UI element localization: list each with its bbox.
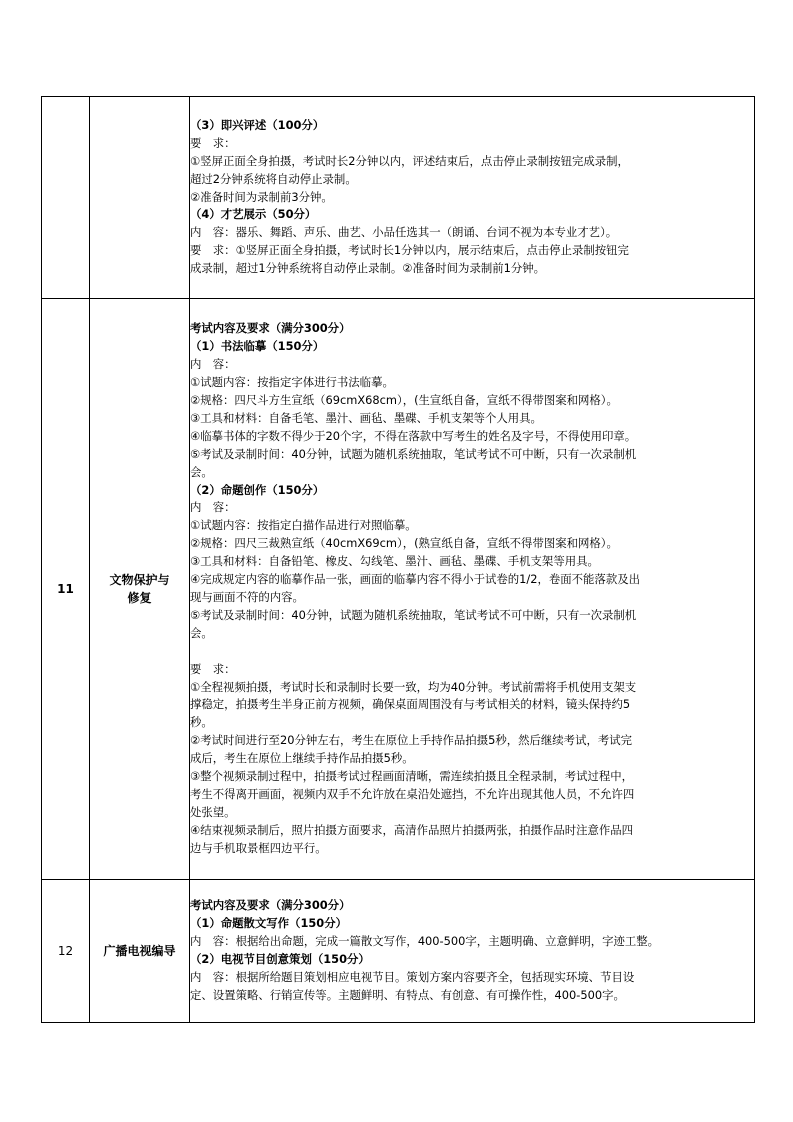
row-number-cell (42, 97, 90, 299)
section-heading: （4）才艺展示（50分） (190, 207, 317, 222)
requirement-line: 要 求：①竖屏正面全身拍摄，考试时长1分钟以内，展示结束后，点击停止录制按钮完 (190, 243, 629, 258)
major-name-cell (90, 880, 190, 1023)
section-heading: （1）书法临摹（150分） (190, 339, 325, 354)
requirement-line: 考生不得离开画面，视频内双手不允许放在桌沿处遮挡，不允许出现其他人员，不允许四 (190, 786, 635, 801)
requirement-line: 内 容：根据给出命题，完成一篇散文写作，400-500字，主题明确、立意鲜明，字迹工整。 (190, 934, 660, 949)
requirement-line: ②考试时间进行至20分钟左右，考生在原位上手持作品拍摄5秒，然后继续考试，考试完 (190, 733, 633, 748)
row-number-cell: 11 (42, 299, 90, 880)
requirement-line: ①全程视频拍摄，考试时长和录制时长要一致，均为40分钟。考试前需将手机使用支架支 (190, 679, 637, 694)
requirement-line: 要 求： (190, 661, 236, 676)
requirement-line: 撑稳定，拍摄考生半身正前方视频，确保桌面周围没有与考试相关的材料，镜头保持约5 (190, 697, 631, 712)
requirement-line: ①试题内容：按指定字体进行书法临摹。 (190, 375, 394, 390)
requirements-cell (190, 880, 755, 1023)
section-heading: 考试内容及要求（满分300分） (190, 898, 351, 913)
section-heading: （3）即兴评述（100分） (190, 117, 325, 132)
requirement-line: 成录制，超过1分钟系统将自动停止录制。②准备时间为录制前1分钟。 (190, 261, 546, 276)
row-number-cell: 12 (42, 880, 90, 1023)
requirement-line: ⑤考试及录制时间：40分钟，试题为随机系统抽取，笔试考试不可中断，只有一次录制机 (190, 446, 637, 461)
requirement-line: 超过2分钟系统将自动停止录制。 (190, 171, 357, 186)
table-row (42, 299, 755, 880)
requirement-line: ④临摹书体的字数不得少于20个字，不得在落款中写考生的姓名及字号，不得使用印章。 (190, 428, 637, 443)
requirement-line: 秒。 (190, 715, 213, 730)
major-name: 修复 (127, 591, 152, 605)
requirements-cell (190, 97, 755, 299)
section-heading: （2）电视节目创意策划（150分） (190, 952, 370, 966)
requirement-line: 内 容： (190, 357, 236, 372)
requirement-line: 现与画面不符的内容。 (190, 590, 304, 604)
requirements-cell (190, 299, 755, 880)
requirement-line: ②规格：四尺斗方生宣纸（69cmX68cm），(生宣纸自备，宣纸不得带图案和网格）。 (190, 393, 618, 408)
section-heading: （1）命题散文写作（150分） (190, 916, 347, 931)
requirement-line: ②准备时间为录制前3分钟。 (190, 189, 333, 204)
requirement-line: 边与手机取景框四边平行。 (190, 840, 327, 855)
requirement-line: 会。 (190, 625, 213, 640)
requirement-line: ①试题内容：按指定白描作品进行对照临摹。 (190, 518, 417, 533)
requirement-line: 要 求： (190, 135, 236, 150)
major-name-cell (90, 299, 190, 880)
requirement-line: ③工具和材料：自备铅笔、橡皮、勾线笔、墨汁、画毡、墨碟、手机支架等用具。 (190, 554, 599, 569)
blank-line (190, 643, 754, 661)
major-name: 文物保护与 (109, 573, 170, 587)
requirement-line: ④结束视频录制后，照片拍摄方面要求，高清作品照片拍摄两张，拍摄作品时注意作品四 (190, 822, 634, 837)
requirement-line: ①竖屏正面全身拍摄，考试时长2分钟以内，评述结束后，点击停止录制按钮完成录制， (190, 153, 629, 168)
requirement-line: 处张望。 (190, 804, 236, 819)
major-name-cell (90, 97, 190, 299)
exam-requirements-table (41, 96, 755, 1023)
section-heading: 考试内容及要求（满分300分） (190, 321, 351, 336)
requirement-line: 成后，考生在原位上继续手持作品拍摄5秒。 (190, 751, 414, 766)
section-heading: （2）命题创作（150分） (190, 482, 325, 497)
requirement-line: 定、设置策略、行销宣传等。主题鲜明、有特点、有创意、有可操作性，400-500字。 (190, 987, 625, 1002)
requirement-line: 会。 (190, 464, 213, 479)
requirement-line: 内 容：器乐、舞蹈、声乐、曲艺、小品任选其一（朗诵、台词不视为本专业才艺）。 (190, 225, 618, 240)
major-name: 广播电视编导 (103, 944, 176, 958)
requirement-line: 内 容：根据所给题目策划相应电视节目。策划方案内容要齐全，包括现实环境、节目设 (190, 969, 635, 984)
requirement-line: ④完成规定内容的临摹作品一张，画面的临摹内容不得小于试卷的1/2，卷面不能落款及出 (190, 572, 640, 587)
requirement-line: ③工具和材料：自备毛笔、墨汁、画毡、墨碟、手机支架等个人用具。 (190, 410, 542, 425)
requirement-line: ⑤考试及录制时间：40分钟，试题为随机系统抽取，笔试考试不可中断，只有一次录制机 (190, 607, 637, 622)
table-row (42, 880, 755, 1023)
requirement-line: ②规格：四尺三裁熟宣纸（40cmX69cm），(熟宣纸自备，宣纸不得带图案和网格）。 (190, 536, 618, 551)
requirement-line: 内 容： (190, 500, 236, 515)
requirement-line: ③整个视频录制过程中，拍摄考试过程画面清晰，需连续拍摄且全程录制，考试过程中， (190, 769, 634, 784)
table-row (42, 97, 755, 299)
